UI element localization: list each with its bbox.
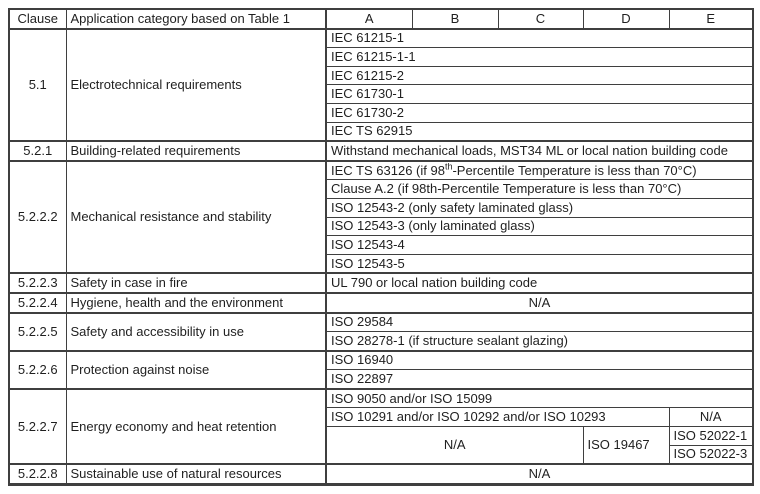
header-col-e: E: [669, 9, 753, 29]
table-row: [9, 464, 753, 484]
header-clause: Clause: [9, 9, 66, 29]
cell-value: IEC TS 62915: [326, 122, 753, 141]
cell-value: IEC 61215-1: [326, 29, 753, 48]
cell-category: Mechanical resistance and stability: [66, 161, 326, 274]
cell-category: Protection against noise: [66, 351, 326, 389]
cell-value: IEC 61215-1-1: [326, 48, 753, 67]
cell-category: Energy economy and heat retention: [66, 389, 326, 464]
cell-value: [326, 161, 753, 180]
header-col-a: A: [326, 9, 412, 29]
cell-category: Electrotechnical requirements: [66, 29, 326, 142]
cell-value: ISO 12543-3 (only laminated glass): [326, 217, 753, 236]
value-text: -Percentile Temperature is less than 70°C): [452, 162, 697, 178]
cell-category: Safety and accessibility in use: [66, 313, 326, 351]
cell-value: ISO 52022-3: [669, 445, 753, 464]
cell-clause: 5.1: [9, 29, 66, 142]
cell-clause: 5.2.2.3: [9, 273, 66, 293]
table-row: [9, 273, 753, 293]
table-row: [9, 161, 753, 180]
cell-value: ISO 29584: [326, 313, 753, 332]
cell-category: Sustainable use of natural resources: [66, 464, 326, 484]
table-row: [9, 351, 753, 370]
cell-value: IEC 61215-2: [326, 66, 753, 85]
header-col-c: C: [498, 9, 583, 29]
cell-clause: 5.2.2.6: [9, 351, 66, 389]
header-col-d: D: [583, 9, 669, 29]
cell-value: ISO 19467: [583, 427, 669, 465]
cell-value: ISO 28278-1 (if structure sealant glazing): [326, 332, 753, 351]
table-row: [9, 29, 753, 48]
cell-clause: 5.2.2.7: [9, 389, 66, 464]
cell-clause: 5.2.1: [9, 141, 66, 161]
cell-value: N/A: [326, 293, 753, 313]
cell-category: Safety in case in fire: [66, 273, 326, 293]
header-col-b: B: [412, 9, 498, 29]
cell-clause: 5.2.2.5: [9, 313, 66, 351]
cell-value: ISO 12543-4: [326, 236, 753, 255]
cell-clause: 5.2.2.8: [9, 464, 66, 484]
cell-value: ISO 12543-2 (only safety laminated glass): [326, 198, 753, 217]
value-text: IEC TS 63126 (if 98: [331, 162, 445, 178]
cell-value: Clause A.2 (if 98th-Percentile Temperature is less than 70°C): [326, 180, 753, 199]
table-row: [9, 293, 753, 313]
cell-value: ISO 22897: [326, 370, 753, 389]
cell-value: N/A: [326, 427, 583, 465]
cell-value: ISO 12543-5: [326, 254, 753, 273]
cell-value: Withstand mechanical loads, MST34 ML or local nation building code: [326, 141, 753, 161]
cell-value: IEC 61730-1: [326, 85, 753, 104]
cell-category: Building-related requirements: [66, 141, 326, 161]
requirements-table: [8, 8, 754, 486]
cell-value: N/A: [669, 408, 753, 427]
cell-value: IEC 61730-2: [326, 103, 753, 122]
table-row: [9, 141, 753, 161]
cell-category: Hygiene, health and the environment: [66, 293, 326, 313]
cell-clause: 5.2.2.2: [9, 161, 66, 274]
table-row: [9, 389, 753, 408]
cell-value: ISO 16940: [326, 351, 753, 370]
table-header-row: [9, 9, 753, 29]
cell-clause: 5.2.2.4: [9, 293, 66, 313]
cell-value: ISO 9050 and/or ISO 15099: [326, 389, 753, 408]
cell-value: ISO 10291 and/or ISO 10292 and/or ISO 10293: [326, 408, 669, 427]
superscript-th: th: [444, 161, 453, 172]
header-category: Application category based on Table 1: [66, 9, 326, 29]
table-row: [9, 313, 753, 332]
cell-value: UL 790 or local nation building code: [326, 273, 753, 293]
cell-value: N/A: [326, 464, 753, 484]
cell-value: ISO 52022-1: [669, 427, 753, 446]
